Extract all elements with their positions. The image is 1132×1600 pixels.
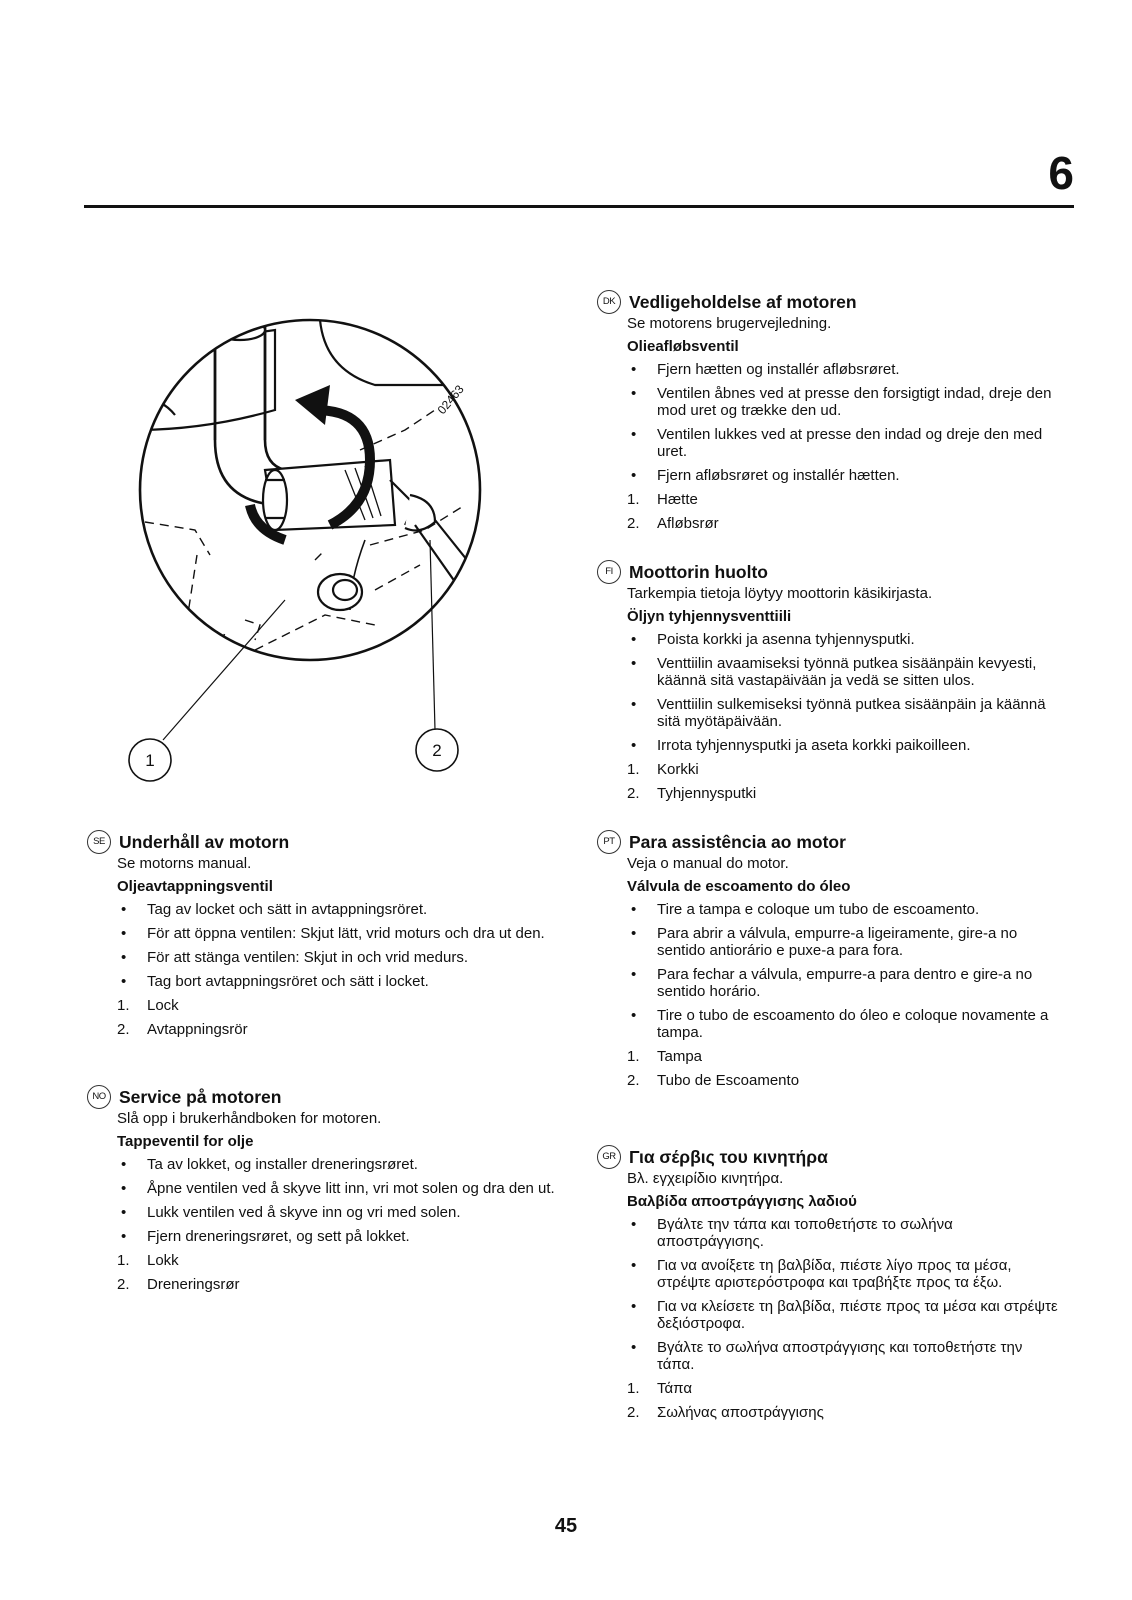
section-gr [602,1145,1062,1428]
lang-badge-pt: PT [597,830,621,854]
parts-list [627,1380,1062,1421]
instruction-list [627,1216,1062,1373]
part-item: 2. Dreneringsrør [117,1276,240,1293]
section-title [93,830,557,854]
instruction-list [627,901,1062,1041]
list-item: • Lukk ventilen ved å skyve inn og vri med solen. [117,1204,557,1221]
list-item: • Venttiilin avaamiseksi työnnä putkea sisäänpäin kevyesti, käännä sitä vastapäivään ja vedä se sitten ulos. [627,655,1062,689]
section-title-text: Moottorin huolto [629,562,768,582]
figure-code: 02463 [434,382,467,417]
section-subtitle: Olieafløbsventil [627,338,739,355]
page-number: 45 [554,1515,578,1537]
section-intro: Βλ. εγχειρίδιο κινητήρα. [627,1170,784,1187]
section-subtitle: Βαλβίδα αποστράγγισης λαδιού [627,1193,857,1210]
part-item: 1. Τάπα [627,1380,692,1397]
instruction-list [627,631,1062,754]
list-item: • Para abrir a válvula, empurre-a ligeiramente, gire-a no sentido antiorário e puxe-a para fora. [627,925,1062,959]
list-item: • Tire a tampa e coloque um tubo de escoamento. [627,901,1062,918]
part-item: 2. Σωλήνας αποστράγγισης [627,1404,824,1421]
part-item: 1. Tampa [627,1048,703,1065]
section-title [92,1085,557,1109]
part-item: 1. Lokk [117,1252,179,1269]
list-item: • Tag bort avtappningsröret och sätt i locket. [117,973,557,990]
section-no [92,1085,557,1300]
list-item: • Για να κλείσετε τη βαλβίδα, πιέστε προς τα μέσα και στρέψτε δεξιόστροφα. [627,1298,1062,1332]
section-title [605,560,1062,584]
list-item: • Åpne ventilen ved å skyve litt inn, vri mot solen og dra den ut. [117,1180,557,1197]
section-title-text: Vedligeholdelse af motoren [629,292,857,312]
part-item: 1. Korkki [627,761,699,778]
part-item: 1. Hætte [627,491,698,508]
lang-badge-dk: DK [597,290,621,314]
oil-drain-valve-illustration [115,290,515,790]
list-item: • Για να ανοίξετε τη βαλβίδα, πιέστε λίγο προς τα μέσα, στρέψτε αριστερόστροφα και τραβήξτε προς τα έξω. [627,1257,1062,1291]
section-subtitle: Öljyn tyhjennysventtiili [627,608,792,625]
instruction-list [117,901,557,990]
section-title-text: Service på motoren [119,1087,282,1107]
section-fi [605,560,1062,809]
part-item: 2. Afløbsrør [627,515,719,532]
section-intro: Se motorens brugervejledning. [627,315,832,332]
section-title-text: Για σέρβις του κινητήρα [629,1147,828,1167]
parts-list [117,997,557,1038]
list-item: • För att stänga ventilen: Skjut in och vrid medurs. [117,949,557,966]
chapter-number: 6 [1048,147,1074,199]
list-item: • Βγάλτε το σωλήνα αποστράγγισης και τοποθετήστε την τάπα. [627,1339,1062,1373]
section-subtitle: Oljeavtappningsventil [117,878,273,895]
list-item: • Tire o tubo de escoamento do óleo e coloque novamente a tampa. [627,1007,1062,1041]
section-dk [602,290,1062,539]
lang-badge-se: SE [87,830,111,854]
section-intro: Se motorns manual. [117,855,252,872]
list-item: • Βγάλτε την τάπα και τοποθετήστε το σωλήνα αποστράγγισης. [627,1216,1062,1250]
list-item: • Fjern afløbsrøret og installér hætten. [627,467,1062,484]
section-intro: Slå opp i brukerhåndboken for motoren. [117,1110,382,1127]
lang-badge-no: NO [87,1085,111,1109]
list-item: • Para fechar a válvula, empurre-a para dentro e gire-a no sentido horário. [627,966,1062,1000]
header-rule [84,205,1074,208]
section-intro: Veja o manual do motor. [627,855,789,872]
section-title [602,1145,1062,1169]
section-intro: Tarkempia tietoja löytyy moottorin käsikirjasta. [627,585,933,602]
section-se [93,830,557,1045]
section-title [603,830,1062,854]
list-item: • För att öppna ventilen: Skjut lätt, vrid moturs och dra ut den. [117,925,557,942]
section-title-text: Underhåll av motorn [119,832,290,852]
list-item: • Ventilen lukkes ved at presse den indad og dreje den med uret. [627,426,1062,460]
part-item: 2. Tyhjennysputki [627,785,757,802]
part-item: 1. Lock [117,997,179,1014]
instruction-list [627,361,1062,484]
list-item: • Tag av locket och sätt in avtappningsröret. [117,901,557,918]
lang-badge-fi: FI [597,560,621,584]
instruction-list [117,1156,557,1245]
section-title-text: Para assistência ao motor [629,832,846,852]
section-pt [603,830,1062,1096]
parts-list [627,761,1062,802]
list-item: • Fjern hætten og installér afløbsrøret. [627,361,1062,378]
section-subtitle: Válvula de escoamento do óleo [627,878,851,895]
callout-2-label: 2 [432,741,442,760]
list-item: • Venttiilin sulkemiseksi työnnä putkea sisäänpäin ja käännä sitä myötäpäivään. [627,696,1062,730]
list-item: • Poista korkki ja asenna tyhjennysputki. [627,631,1062,648]
part-item: 2. Tubo de Escoamento [627,1072,800,1089]
parts-list [627,1048,1062,1089]
part-item: 2. Avtappningsrör [117,1021,248,1038]
section-subtitle: Tappeventil for olje [117,1133,254,1150]
list-item: • Ta av lokket, og installer dreneringsrøret. [117,1156,557,1173]
callout-1-label: 1 [145,751,155,770]
lang-badge-gr: GR [597,1145,621,1169]
list-item: • Irrota tyhjennysputki ja aseta korkki paikoilleen. [627,737,1062,754]
list-item: • Fjern dreneringsrøret, og sett på lokket. [117,1228,557,1245]
list-item: • Ventilen åbnes ved at presse den forsigtigt indad, dreje den mod uret og trække den ud. [627,385,1062,419]
parts-list [117,1252,557,1293]
section-title [602,290,1062,314]
parts-list [627,491,1062,532]
